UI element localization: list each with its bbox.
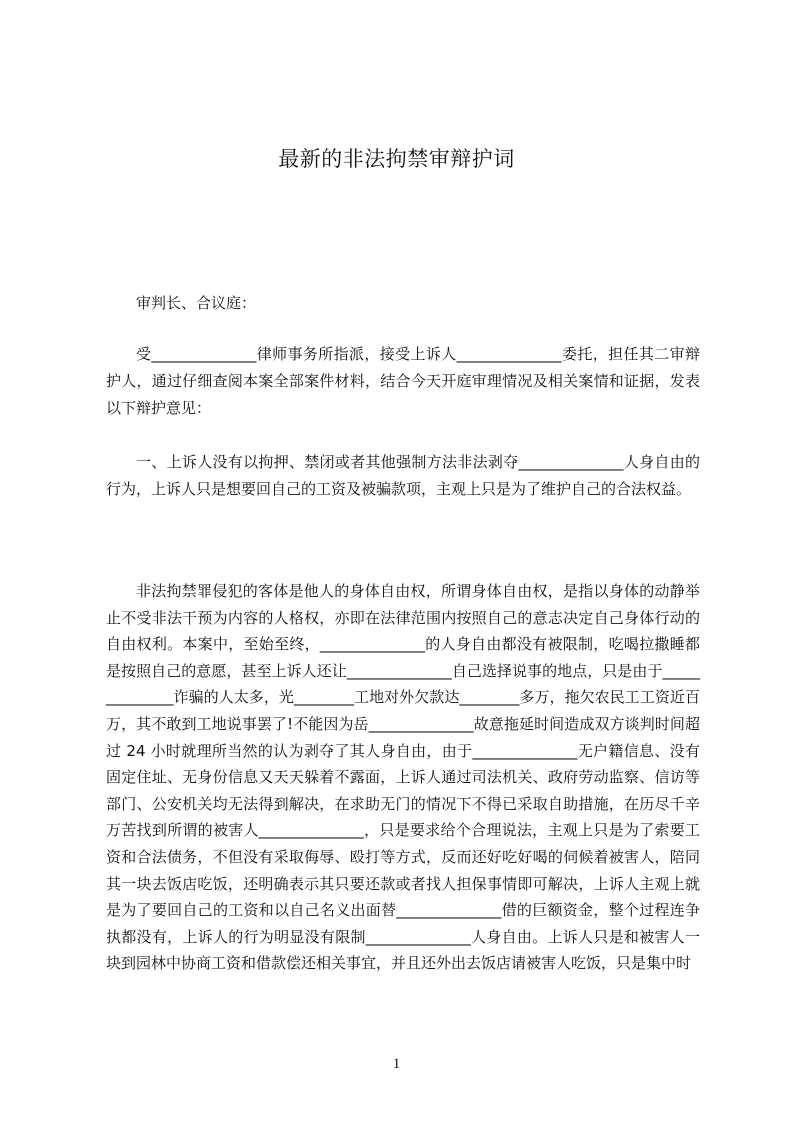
page-number: 1	[392, 1056, 401, 1072]
intro-paragraph: 受______________律师事务所指派，接受上诉人______________委托，担任其二审辩护人，通过仔细查阅本案全部案件材料，结合今天开庭审理情况及相关案情和证据，发表以下辩护意见：	[106, 345, 700, 417]
point-one-paragraph: 一、上诉人没有以拘押、禁闭或者其他强制方法非法剥夺______________人身自由的行为，上诉人只是想要回自己的工资及被骗款项，主观上只是为了维护自己的合法权益。	[106, 453, 700, 498]
body-paragraph: 非法拘禁罪侵犯的客体是他人的身体自由权，所谓身体自由权，是指以身体的动静举止不受非法干预为内容的人格权，亦即在法律范围内按照自己的意志决定自己身体行动的自由权利。本案中，至始至终，______________的人身自由都没有被限制，吃喝拉撒睡都是按照自己的意愿，甚至上诉人还让______________自己选择说事的地点，只是由于______________诈骗的人太多，光________工地对外欠款达________多万，拖欠农民工工资近百万，其不敢到工地说事罢了!不能因为岳______________故意拖延时间造成双方谈判时间超过 24 小时就理所当然的认为剥夺了其人身自由，由于______________无户籍信息、没有固定住址、无身份信息又天天躲着不露面，上诉人通过司法机关、政府劳动监察、信访等部门、公安机关均无法得到解决，在求助无门的情况下不得已采取自助措施，在历尽千辛万苦找到所谓的被害人______________，只是要求给个合理说法，主观上只是为了索要工资和合法债务，不但没有采取侮辱、殴打等方式，反而还好吃好喝的伺候着被害人，陪同其一块去饭店吃饭，还明确表示其只要还款或者找人担保事情即可解决，上诉人主观上就是为了要回自己的工资和以自己名义出面替______________借的巨额资金，整个过程连争执都没有，上诉人的行为明显没有限制______________人身自由。上诉人只是和被害人一块到园林中协商工资和借款偿还相关事宜，并且还外出去饭店请被害人吃饭，只是集中时	[106, 582, 700, 973]
document-title: 最新的非法拘禁审辩护词	[278, 147, 515, 171]
salutation: 审判长、合议庭：	[136, 294, 257, 312]
